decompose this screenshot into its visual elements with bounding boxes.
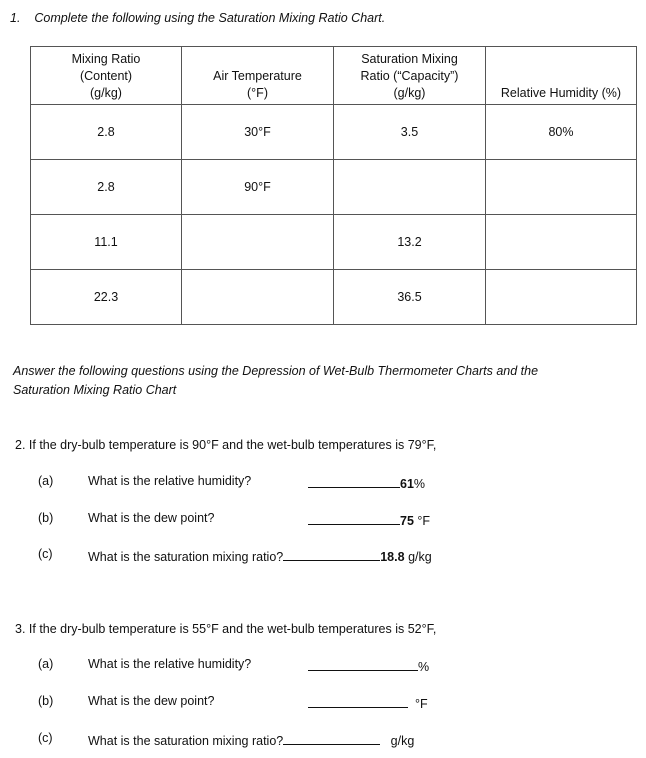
answer-blank[interactable] — [308, 511, 400, 525]
q2c-label: (c) — [38, 547, 53, 561]
answer-blank[interactable] — [308, 657, 418, 671]
q3a-answer — [308, 657, 429, 674]
header-air-temperature — [182, 47, 334, 105]
saturation-table — [30, 46, 637, 325]
answer-unit: °F — [417, 514, 431, 528]
q3b-question: What is the dew point? — [88, 694, 215, 708]
header-line: Air Temperature — [213, 69, 302, 83]
header-line: Mixing Ratio — [71, 52, 141, 66]
answer-unit: % — [418, 660, 430, 674]
section2-intro-line1: Answer the following questions using the Depression of Wet-Bulb Thermometer Charts and the — [13, 364, 539, 378]
q2b-answer — [308, 511, 430, 528]
table-cell[interactable] — [182, 270, 334, 325]
q3c-question — [88, 731, 414, 748]
header-line: Relative Humidity (%) — [500, 86, 622, 100]
q3-stem: 3. If the dry-bulb temperature is 55°F and the wet-bulb temperatures is 52°F, — [15, 622, 437, 636]
table-row — [31, 215, 637, 270]
q2b-label: (b) — [38, 511, 54, 525]
table-cell: 90°F — [182, 160, 334, 215]
table-header-row — [31, 47, 637, 105]
table-cell: 11.1 — [31, 215, 182, 270]
question-text: What is the saturation mixing ratio? — [88, 550, 284, 564]
q2a-label: (a) — [38, 474, 54, 488]
table-row — [31, 160, 637, 215]
table-cell: 22.3 — [31, 270, 182, 325]
header-line: (g/kg) — [90, 86, 122, 100]
header-mixing-ratio — [31, 47, 182, 105]
table-row — [31, 270, 637, 325]
table-cell: 13.2 — [334, 215, 486, 270]
answer-blank[interactable] — [308, 694, 408, 708]
header-line: (°F) — [247, 86, 268, 100]
table-cell: 3.5 — [334, 105, 486, 160]
header-line: Ratio (“Capacity”) — [360, 69, 459, 83]
table-cell: 30°F — [182, 105, 334, 160]
answer-value: 18.8 — [380, 550, 405, 564]
table-cell: 2.8 — [31, 160, 182, 215]
table-cell[interactable] — [182, 215, 334, 270]
table-cell: 36.5 — [334, 270, 486, 325]
answer-value: 61 — [400, 477, 414, 491]
header-line: (g/kg) — [393, 86, 426, 100]
q3c-label: (c) — [38, 731, 53, 745]
answer-unit: g/kg — [390, 734, 415, 748]
q3a-label: (a) — [38, 657, 54, 671]
q2-stem: 2. If the dry-bulb temperature is 90°F and the wet-bulb temperatures is 79°F, — [15, 438, 437, 452]
header-relative-humidity — [486, 47, 637, 105]
answer-unit: °F — [414, 697, 428, 711]
q3b-answer — [308, 694, 428, 711]
table-cell[interactable] — [486, 215, 637, 270]
q3b-label: (b) — [38, 694, 54, 708]
table-row — [31, 105, 637, 160]
table-cell[interactable] — [486, 160, 637, 215]
q1-number: 1. — [10, 11, 21, 25]
q2c-question — [88, 547, 432, 564]
table-cell[interactable] — [334, 160, 486, 215]
answer-blank[interactable] — [283, 731, 380, 745]
q2b-question: What is the dew point? — [88, 511, 215, 525]
q2a-answer — [308, 474, 425, 491]
header-line: Saturation Mixing — [361, 52, 458, 66]
table-cell: 80% — [486, 105, 637, 160]
header-line: (Content) — [79, 69, 133, 83]
q2a-question: What is the relative humidity? — [88, 474, 252, 488]
q1-text: Complete the following using the Saturation Mixing Ratio Chart. — [34, 11, 386, 25]
header-saturation-mixing-ratio — [334, 47, 486, 105]
answer-unit: % — [413, 477, 426, 491]
question-text: What is the saturation mixing ratio? — [88, 734, 284, 748]
section2-intro-line2: Saturation Mixing Ratio Chart — [13, 383, 177, 397]
answer-blank[interactable] — [283, 547, 380, 561]
q1-instruction — [10, 11, 385, 25]
answer-blank[interactable] — [308, 474, 400, 488]
answer-unit: g/kg — [408, 550, 432, 564]
answer-value: 75 — [400, 514, 414, 528]
q3a-question: What is the relative humidity? — [88, 657, 252, 671]
table-cell[interactable] — [486, 270, 637, 325]
table-cell: 2.8 — [31, 105, 182, 160]
